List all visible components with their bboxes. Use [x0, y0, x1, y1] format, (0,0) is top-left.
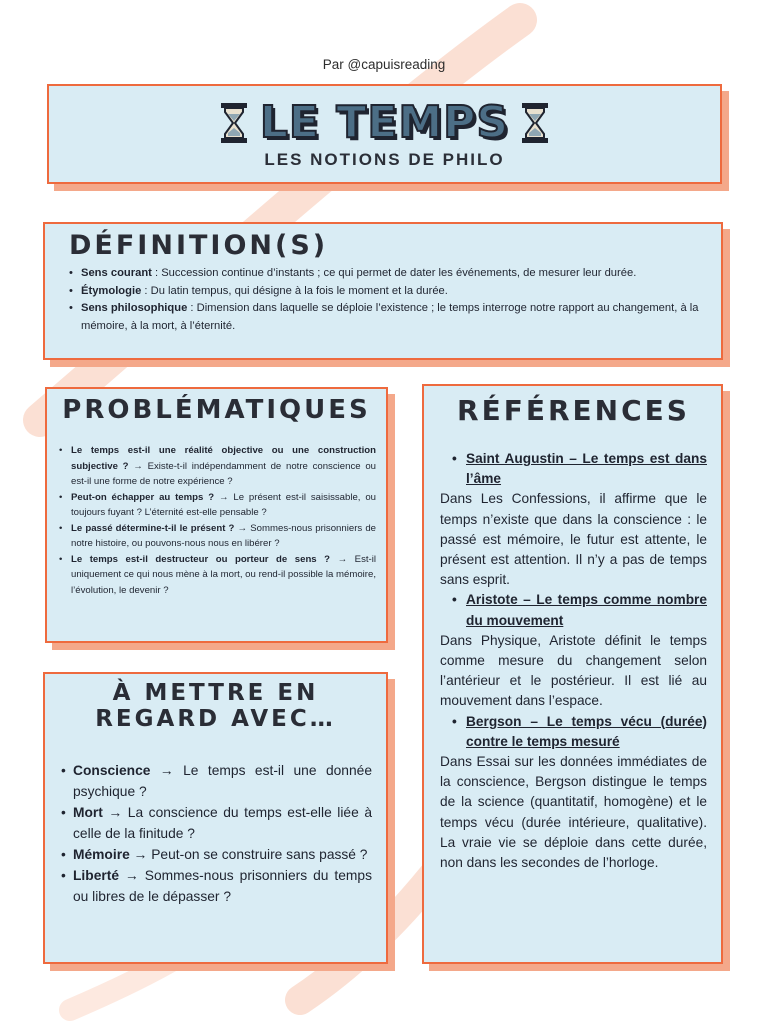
regard-title: À METTRE EN REGARD AVEC… — [95, 680, 336, 732]
regard-card — [43, 672, 388, 964]
title-card — [47, 84, 722, 184]
problematique-text: → Existe-t-il indépendamment de notre conscience ou est-il une forme de notre expérience ? — [71, 460, 376, 487]
hourglass-icon — [521, 102, 549, 144]
references-body — [440, 449, 707, 873]
definition-label: Étymologie — [81, 284, 142, 297]
problematique-question: Le passé détermine-t-il le présent ? — [71, 522, 235, 534]
problematique-question: Le temps est-il destructeur ou porteur de sens ? — [71, 553, 331, 565]
definition-list — [67, 265, 709, 335]
page-title: LE TEMPS — [259, 97, 510, 148]
problematique-text: → Sommes-nous prisonniers de notre histoire, ou pouvons-nous nous en libérer ? — [71, 522, 376, 549]
reference-heading: • Saint Augustin – Le temps est dans l’âme — [440, 449, 707, 489]
hourglass-icon — [220, 102, 248, 144]
problematique-question: Peut-on échapper au temps ? — [71, 491, 215, 503]
definition-title: DÉFINITION(S) — [69, 230, 329, 261]
problematiques-list — [57, 443, 376, 598]
references-card — [422, 384, 723, 964]
list-item — [59, 802, 372, 844]
definition-card — [43, 222, 723, 360]
definition-text: : Succession continue d’instants ; ce qui permet de dater les événements, de mesurer leur durée. — [151, 267, 637, 279]
list-item — [59, 865, 372, 907]
regard-text: → La conscience du temps est-elle liée à celle de la finitude ? — [73, 805, 372, 841]
list-item — [67, 265, 709, 283]
list-item — [57, 443, 376, 490]
reference-heading: • Bergson – Le temps vécu (durée) contre le temps mesuré — [440, 712, 707, 752]
definition-text: : Du latin tempus, qui désigne à la fois le moment et la durée. — [141, 284, 448, 297]
reference-text: Dans Essai sur les données immédiates de la conscience, Bergson distingue le temps de la science (quantitatif, homogène) et le temps vécu (durée intérieure, qualitative). La vraie vie se déploie dans cette durée, non dans les secondes de l’horloge. — [440, 754, 707, 871]
problematique-question: Le temps est-il une réalité objective ou une construction subjective ? — [71, 445, 376, 472]
references-title: RÉFÉRENCES — [457, 394, 690, 427]
regard-text: → Le temps est-il une donnée psychique ? — [73, 763, 372, 799]
regard-list — [59, 760, 372, 907]
regard-label: Liberté — [73, 868, 119, 883]
problematiques-title: PROBLÉMATIQUES — [62, 395, 371, 425]
list-item — [57, 521, 376, 552]
regard-text: → Sommes-nous prisonniers du temps ou libres de le dépasser ? — [73, 868, 372, 904]
list-item — [67, 300, 709, 335]
reference-text: Dans Les Confessions, il affirme que le temps n’existe que dans la conscience : le passé est mémoire, le futur est attente, le présent est attention. Il n’y a pas de temps sans esprit. — [440, 491, 707, 588]
problematique-text: → Est-il uniquement ce qui nous mène à la mort, ou rend-il possible la mémoire, l’évolution, le devenir ? — [71, 553, 377, 596]
title-row — [49, 97, 720, 148]
list-item — [57, 552, 376, 599]
definition-label: Sens philosophique — [81, 302, 188, 314]
definition-text: : Dimension dans laquelle se déploie l’existence ; le temps interroge notre rapport au changement, à la mémoire, à la mort, à l’éternité. — [81, 302, 699, 332]
list-item — [57, 490, 376, 521]
regard-label: Conscience — [73, 763, 151, 778]
list-item — [59, 760, 372, 802]
author-credit: Par @capuisreading — [322, 57, 446, 72]
regard-label: Mémoire — [73, 847, 130, 862]
list-item — [59, 844, 372, 865]
list-item — [67, 283, 709, 301]
definition-label: Sens courant — [81, 267, 152, 279]
problematiques-card — [45, 387, 388, 643]
reference-heading: • Aristote – Le temps comme nombre du mouvement — [440, 590, 707, 630]
reference-text: Dans Physique, Aristote définit le temps comme mesure du changement selon l’antérieur et le postérieur. Il est lié au mouvement dans l’espace. — [440, 632, 707, 709]
regard-text: → Peut-on se construire sans passé ? — [129, 847, 368, 862]
page-subtitle: LES NOTIONS DE PHILO — [264, 150, 505, 169]
problematique-text: → Le présent est-il saisissable, ou toujours fuyant ? L’éternité est-elle pensable ? — [71, 491, 376, 518]
regard-label: Mort — [73, 805, 103, 820]
